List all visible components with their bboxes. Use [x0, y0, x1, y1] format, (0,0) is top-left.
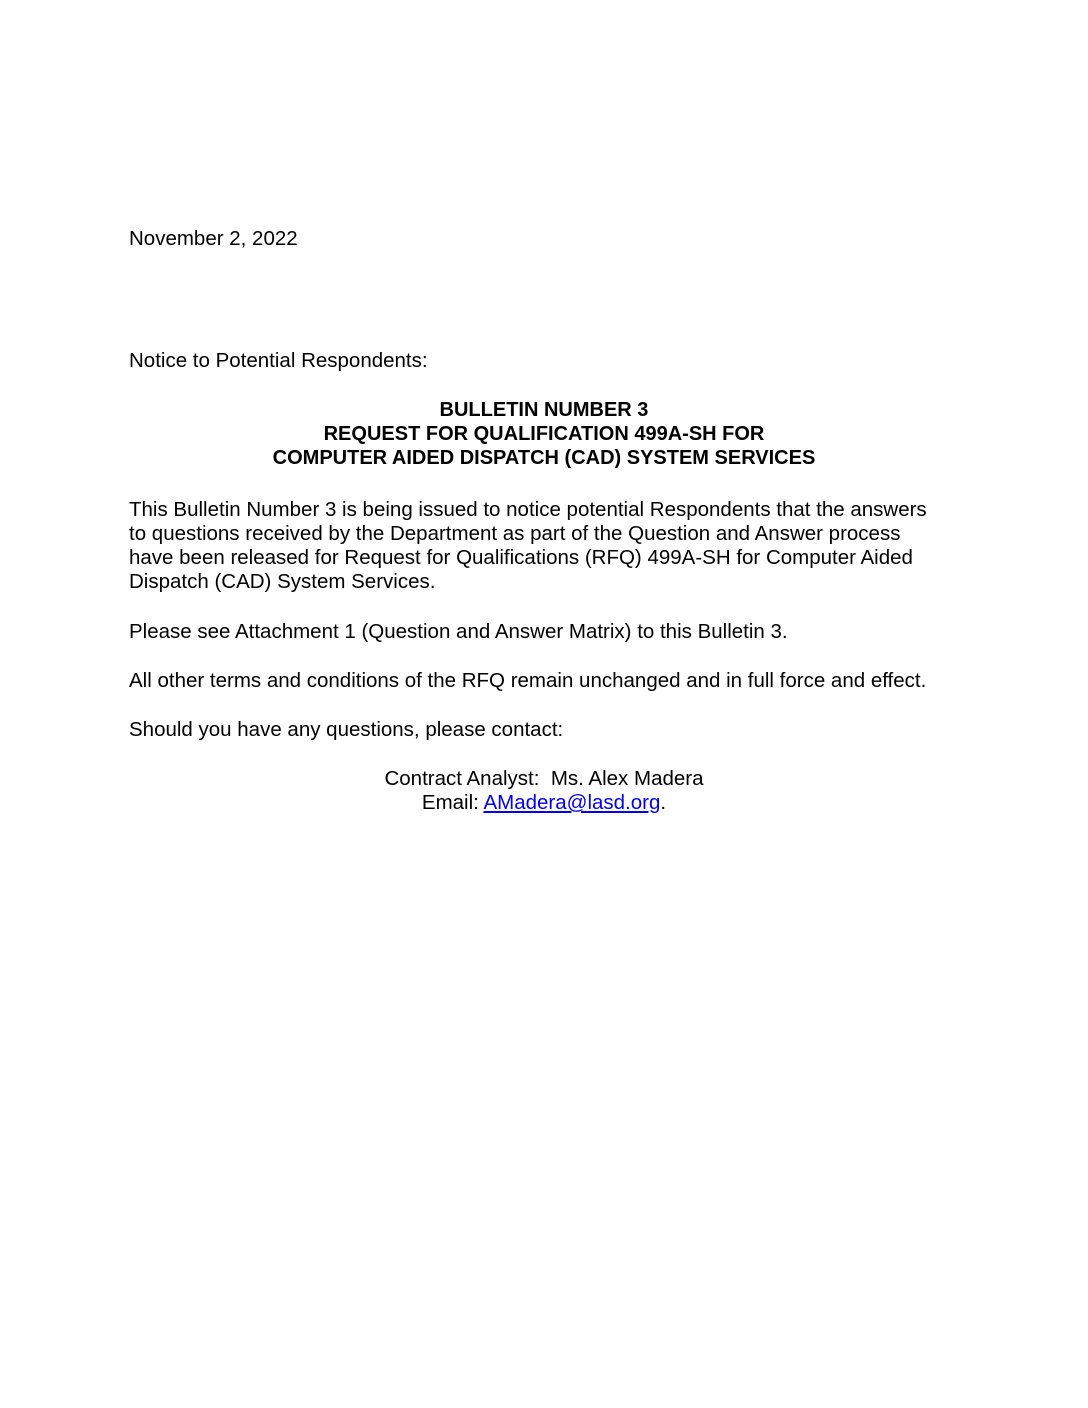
intro-paragraph-line: Dispatch (CAD) System Services. — [129, 570, 436, 593]
attachment-paragraph: Please see Attachment 1 (Question and Answer Matrix) to this Bulletin 3. — [129, 620, 788, 643]
intro-paragraph-line: have been released for Request for Qualifications (RFQ) 499A-SH for Computer Aided — [129, 546, 913, 569]
email-suffix: . — [660, 791, 667, 814]
analyst-name: Ms. Alex Madera — [550, 767, 704, 790]
contact-analyst-line — [129, 767, 959, 791]
heading-line-subject: COMPUTER AIDED DISPATCH (CAD) SYSTEM SERVICES — [272, 447, 816, 469]
analyst-label: Contract Analyst: — [384, 767, 540, 790]
heading-line-rfq: REQUEST FOR QUALIFICATION 499A-SH FOR — [323, 423, 765, 445]
contact-block — [129, 767, 959, 815]
heading-line-bulletin-number: BULLETIN NUMBER 3 — [439, 399, 649, 421]
intro-paragraph-line: to questions received by the Department as part of the Question and Answer process — [129, 522, 901, 545]
contact-email-line — [129, 791, 959, 815]
email-label: Email: — [421, 791, 479, 814]
intro-paragraph — [129, 498, 969, 594]
email-link[interactable]: AMadera@lasd.org — [483, 791, 661, 814]
intro-paragraph-line: This Bulletin Number 3 is being issued to notice potential Respondents that the answers — [129, 498, 927, 521]
document-date: November 2, 2022 — [129, 227, 298, 250]
terms-paragraph: All other terms and conditions of the RFQ remain unchanged and in full force and effect. — [129, 669, 927, 692]
questions-paragraph: Should you have any questions, please contact: — [129, 718, 564, 741]
bulletin-heading — [129, 398, 959, 470]
salutation: Notice to Potential Respondents: — [129, 349, 428, 372]
